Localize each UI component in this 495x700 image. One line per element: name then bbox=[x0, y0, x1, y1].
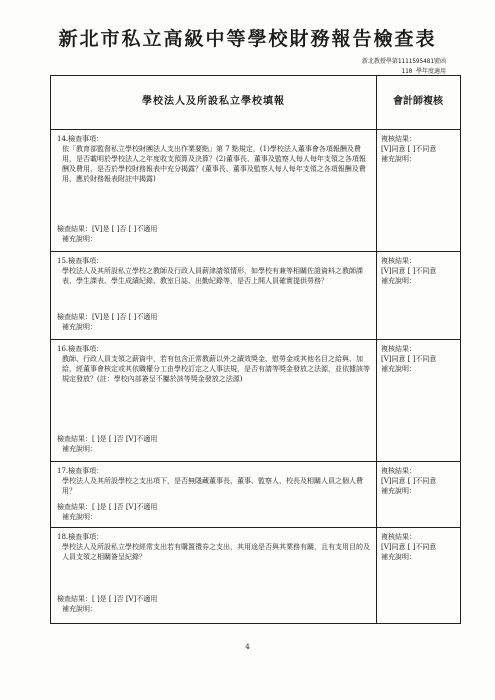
page-title: 新北市私立高級中等學校財務報告檢查表 bbox=[58, 28, 437, 50]
review-note: 補充說明： bbox=[381, 487, 416, 495]
review-options: [V]同意 [ ]不同意 bbox=[381, 543, 437, 551]
page-number: 4 bbox=[245, 643, 250, 651]
item-heading: 18.檢查事項： bbox=[57, 533, 104, 541]
supplementary-note: 補充說明： bbox=[62, 445, 97, 453]
right-column-header: 會計師複核 bbox=[393, 96, 443, 107]
item-heading: 15.檢查事項： bbox=[57, 257, 104, 265]
check-result: 檢查結果：[ ]是 [ ]否 [V]不適用 bbox=[57, 503, 158, 511]
check-table bbox=[50, 75, 461, 624]
left-column-header: 學校法人及所設私立學校填報 bbox=[142, 96, 285, 107]
review-result-label: 複核結果： bbox=[381, 533, 416, 541]
review-note: 補充說明： bbox=[381, 553, 416, 561]
academic-year: 110 學年度適用 bbox=[401, 68, 446, 75]
item-heading: 17.檢查事項： bbox=[57, 467, 104, 475]
check-result: 檢查結果：[V]是 [ ]否 [ ]不適用 bbox=[57, 225, 158, 233]
check-item-17 bbox=[51, 462, 460, 528]
review-note: 補充說明： bbox=[381, 155, 416, 163]
item-body: 學校法人及其所設學校之支出項下，是否無隱藏董事長、董事、監察人、校長及相關人員之個人費用？ bbox=[62, 477, 363, 495]
check-item-18 bbox=[51, 528, 460, 623]
review-note: 補充說明： bbox=[381, 277, 416, 285]
review-result-label: 複核結果： bbox=[381, 345, 416, 353]
review-options: [V]同意 [ ]不同意 bbox=[381, 267, 437, 275]
item-body: 學校法人及所設私立學校經常支出若有購置禮券之支出，其用途是否與其業務有關，且有支用目的及人員支領之相關簽呈紀錄？ bbox=[62, 543, 370, 561]
check-item-14 bbox=[51, 130, 460, 252]
item-body: 教師、行政人員支領之薪資中，若有包含正常教薪以外之績效獎金、慰勞金或其他名目之給與、加給，經董事會核定或其依職權分工由學校訂定之人事法規，是否有請等獎金發放之法源，並依據該等規定發放？(註：學校內部簽呈不屬於該等獎金發放之法源) bbox=[62, 355, 370, 383]
review-note: 補充說明： bbox=[381, 365, 416, 373]
check-result: 檢查結果：[ ]是 [ ]否 [V]不適用 bbox=[57, 595, 158, 603]
review-result-label: 複核結果： bbox=[381, 257, 416, 265]
check-item-15 bbox=[51, 252, 460, 340]
supplementary-note: 補充說明： bbox=[62, 513, 97, 521]
form-number: 新北教授學第1111595481號函 bbox=[361, 58, 446, 65]
supplementary-note: 補充說明： bbox=[62, 323, 97, 331]
item-body: 依「教育部監督私立學校財團法人支出作業要點」第 7 點規定，(1)學校法人董事會各項報酬及費用，是否載明於學校法人之年度收支預算及決算？(2)董事長、董事及監察人每人每年支領之各項報酬及費用，是否於學校財務報表中充分揭露？(董事長、董事及監察人每人每年支領之各項報酬及費用，應於財務報表附註中揭露) bbox=[62, 145, 366, 183]
item-body: 學校法人及其所設私立學校之教師及行政人員薪津請領情形，如學校有兼等相關佐證資料之教師課表、學生課表、學生成績紀錄、教室日誌、出勤紀錄等，是否上開人員確實提供勞務？ bbox=[62, 267, 363, 285]
review-result-label: 複核結果： bbox=[381, 135, 416, 143]
supplementary-note: 補充說明： bbox=[62, 605, 97, 613]
review-result-label: 複核結果： bbox=[381, 467, 416, 475]
review-options: [V]同意 [ ]不同意 bbox=[381, 145, 437, 153]
table-header bbox=[51, 76, 460, 130]
review-options: [V]同意 [ ]不同意 bbox=[381, 477, 437, 485]
check-result: 檢查結果：[V]是 [ ]否 [ ]不適用 bbox=[57, 313, 158, 321]
supplementary-note: 補充說明： bbox=[62, 235, 97, 243]
item-heading: 16.檢查事項： bbox=[57, 345, 104, 353]
check-result: 檢查結果：[ ]是 [ ]否 [V]不適用 bbox=[57, 435, 158, 443]
item-heading: 14.檢查事項： bbox=[57, 135, 104, 143]
review-options: [V]同意 [ ]不同意 bbox=[381, 355, 437, 363]
check-item-16 bbox=[51, 340, 460, 462]
